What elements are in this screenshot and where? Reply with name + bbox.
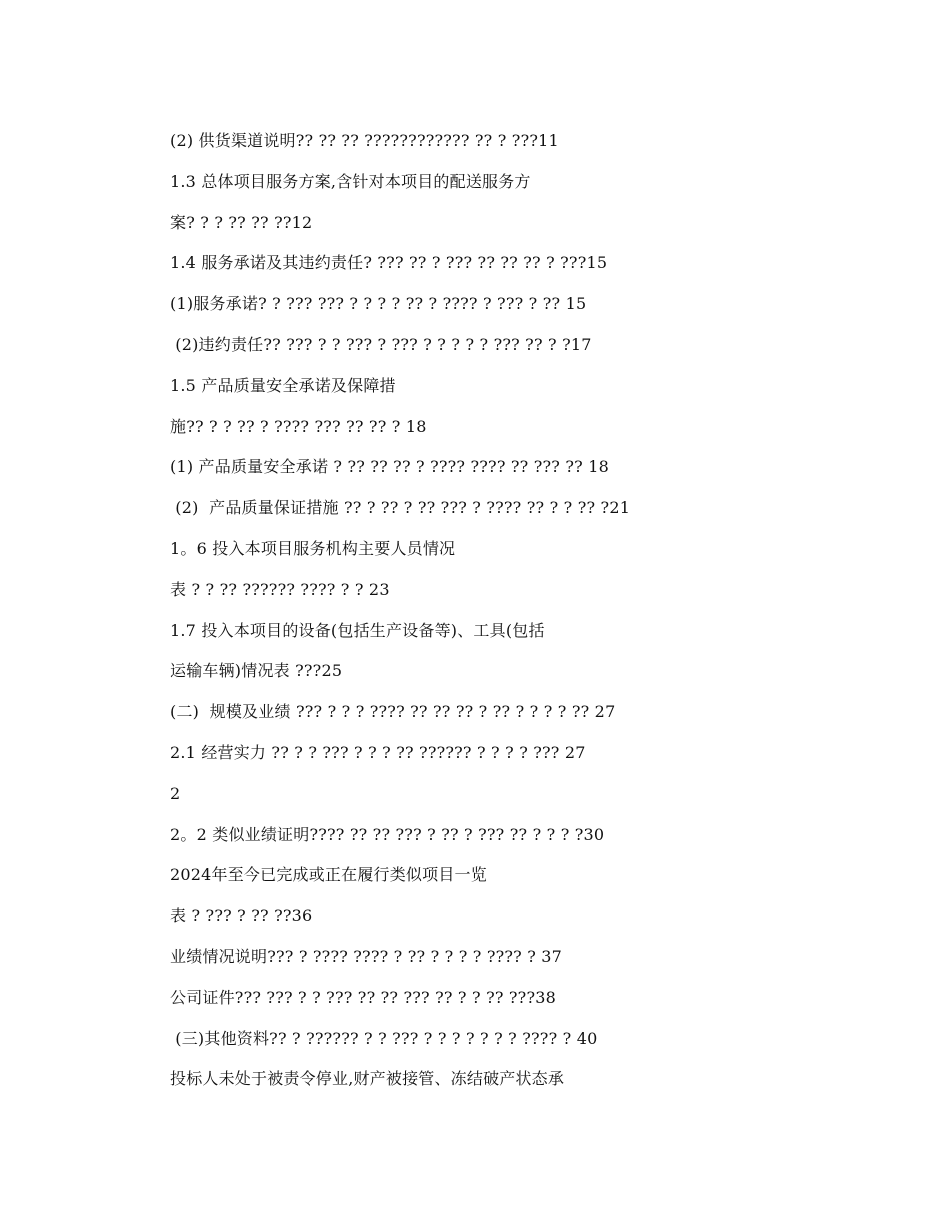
toc-entry-similar-performance: 2。2 类似业绩证明???? ?? ?? ??? ? ?? ? ??? ?? ? ? ? ?30 <box>170 824 605 844</box>
toc-entry-other-materials: (三)其他资料?? ? ?????? ? ? ??? ? ? ? ? ? ? ? ???? ? 40 <box>170 1028 598 1048</box>
toc-entry-project-list-cont: 表 ? ??? ? ?? ??36 <box>170 906 313 926</box>
page-number: 2 <box>170 783 181 803</box>
toc-entry-operating-strength: 2.1 经营实力 ?? ? ? ??? ? ? ? ?? ?????? ? ? ? ? ??? 27 <box>170 742 586 762</box>
table-of-contents <box>170 131 870 1110</box>
toc-entry-personnel-cont: 表 ? ? ?? ?????? ???? ? ? 23 <box>170 579 390 599</box>
toc-entry-personnel: 1。6 投入本项目服务机构主要人员情况 <box>170 538 456 558</box>
toc-entry-liability: (2)违约责任?? ??? ? ? ??? ? ??? ? ? ? ? ? ??? ?? ? ?17 <box>170 334 592 354</box>
toc-entry-quality-safety-cont: 施?? ? ? ?? ? ???? ??? ?? ?? ? 18 <box>170 416 427 436</box>
toc-entry-service-plan-cont: 案? ? ? ?? ?? ??12 <box>170 212 313 232</box>
toc-entry-project-list: 2024年至今已完成或正在履行类似项目一览 <box>170 865 487 885</box>
toc-entry-equipment: 1.7 投入本项目的设备(包括生产设备等)、工具(包括 <box>170 620 545 640</box>
toc-entry-quality-measures: (2) 产品质量保证措施 ?? ? ?? ? ?? ??? ? ???? ?? ? ? ?? ?21 <box>170 498 631 518</box>
toc-entry-company-certificates: 公司证件??? ??? ? ? ??? ?? ?? ??? ?? ? ? ?? ???38 <box>170 987 556 1007</box>
toc-entry-performance-notes: 业绩情况说明??? ? ???? ???? ? ?? ? ? ? ? ???? ? 37 <box>170 946 563 966</box>
toc-entry-bidder-status: 投标人未处于被责令停业,财产被接管、冻结破产状态承 <box>170 1069 565 1089</box>
toc-entry-equipment-cont: 运输车辆)情况表 ???25 <box>170 661 343 681</box>
toc-entry-service-commitment: 1.4 服务承诺及其违约责任? ??? ?? ? ??? ?? ?? ?? ? ???15 <box>170 253 608 273</box>
toc-entry-scale-performance: (二) 规模及业绩 ??? ? ? ? ???? ?? ?? ?? ? ?? ? ? ? ? ?? 27 <box>170 702 616 722</box>
toc-entry-commitment: (1)服务承诺? ? ??? ??? ? ? ? ? ?? ? ???? ? ??? ? ?? 15 <box>170 294 587 314</box>
toc-entry-supply-channel: (2) 供货渠道说明?? ?? ?? ???????????? ?? ? ???11 <box>170 131 559 150</box>
toc-entry-quality-commitment: (1) 产品质量安全承诺 ? ?? ?? ?? ? ???? ???? ?? ??? ?? 18 <box>170 457 609 477</box>
toc-entry-quality-safety: 1.5 产品质量安全承诺及保障措 <box>170 375 396 395</box>
toc-entry-service-plan: 1.3 总体项目服务方案,含针对本项目的配送服务方 <box>170 171 531 191</box>
